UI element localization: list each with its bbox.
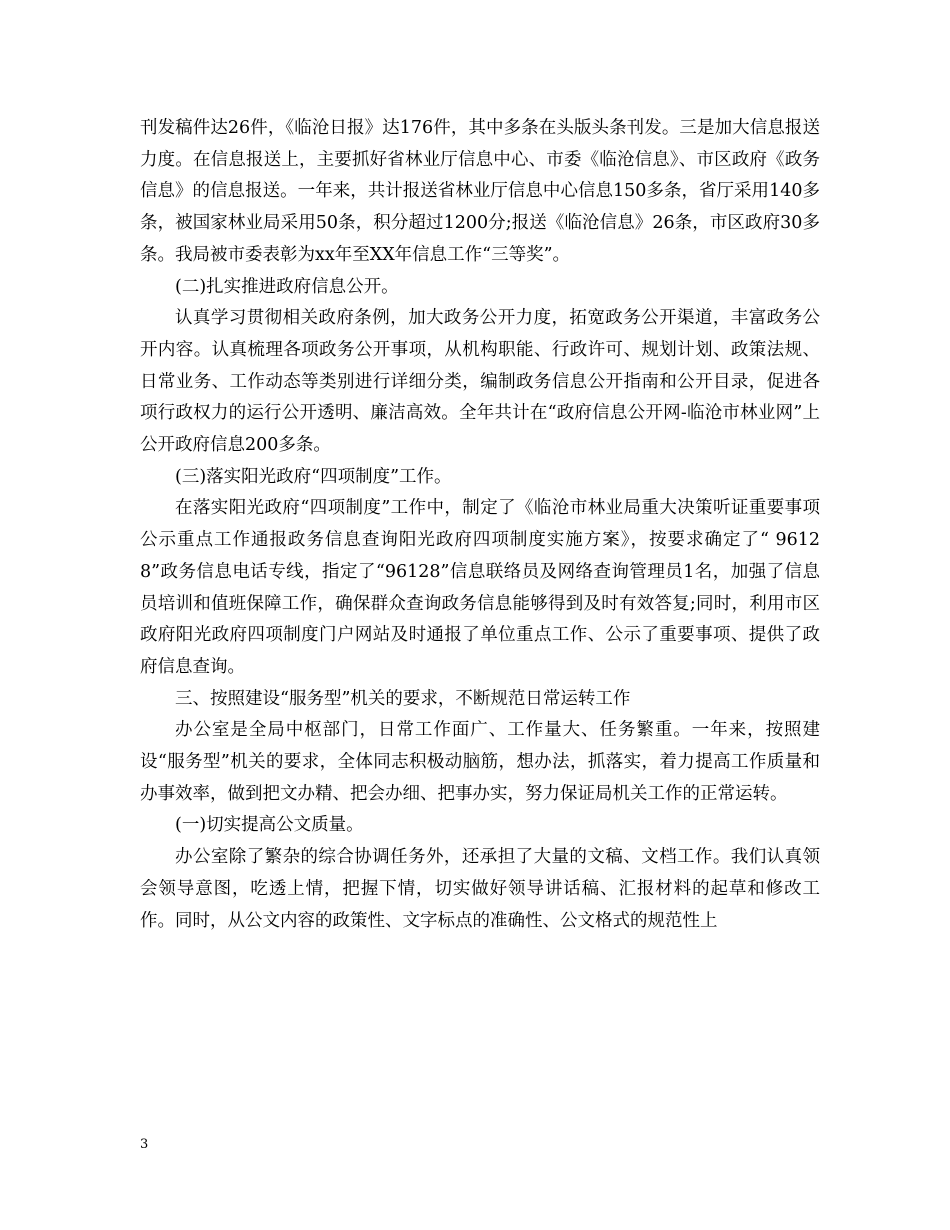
paragraph-5: 在落实阳光政府“四项制度”工作中，制定了《临沧市林业局重大决策听证重要事项公示重点工作通报政务信息查询阳光政府四项制度实施方案》，按要求确定了“ 96128”政务信息电话专线，指定了“96128”信息联络员及网络查询管理员1名，加强了信息员培训和值班保障工作，确保群众查询政务信息能够得到及时有效答复;同时，利用市区政府阳光政府四项制度门户网站及时通报了单位重点工作、公示了重要事项、提供了政府信息查询。 <box>140 498 820 677</box>
paragraph-8-heading: (一)切实提高公文质量。 <box>175 815 364 836</box>
paragraph-7: 办公室是全局中枢部门，日常工作面广、工作量大、任务繁重。一年来，按照建设“服务型”机关的要求，全体同志积极动脑筋，想办法，抓落实，着力提高工作质量和办事效率，做到把文办精、把会办细、把事办实，努力保证局机关工作的正常运转。 <box>140 720 820 804</box>
document-body <box>140 113 820 937</box>
page-number: 3 <box>140 1137 149 1152</box>
paragraph-2-heading: (二)扎实推进政府信息公开。 <box>175 276 399 297</box>
paragraph-1: 刊发稿件达26件，《临沧日报》达176件，其中多条在头版头条刊发。三是加大信息报送力度。在信息报送上，主要抓好省林业厅信息中心、市委《临沧信息》、市区政府《政务信息》的信息报送。一年来，共计报送省林业厅信息中心信息150多条，省厅采用140多条，被国家林业局采用50条，积分超过1200分;报送《临沧信息》26条，市区政府30多条。我局被市委表彰为xx年至XX年信息工作“三等奖”。 <box>140 118 820 265</box>
paragraph-9: 办公室除了繁杂的综合协调任务外，还承担了大量的文稿、文档工作。我们认真领会领导意图，吃透上情，把握下情，切实做好领导讲话稿、汇报材料的起草和修改工作。同时，从公文内容的政策性、文字标点的准确性、公文格式的规范性上 <box>140 847 820 931</box>
paragraph-6-section-heading: 三、按照建设“服务型”机关的要求，不断规范日常运转工作 <box>175 688 631 709</box>
paragraph-3: 认真学习贯彻相关政府条例，加大政务公开力度，拓宽政务公开渠道，丰富政务公开内容。认真梳理各项政务公开事项，从机构职能、行政许可、规划计划、政策法规、日常业务、工作动态等类别进行详细分类，编制政务信息公开指南和公开目录，促进各项行政权力的运行公开透明、廉洁高效。全年共计在“政府信息公开网-临沧市林业网”上公开政府信息200多条。 <box>140 308 820 456</box>
paragraph-4-heading: (三)落实阳光政府“四项制度”工作。 <box>175 466 452 487</box>
